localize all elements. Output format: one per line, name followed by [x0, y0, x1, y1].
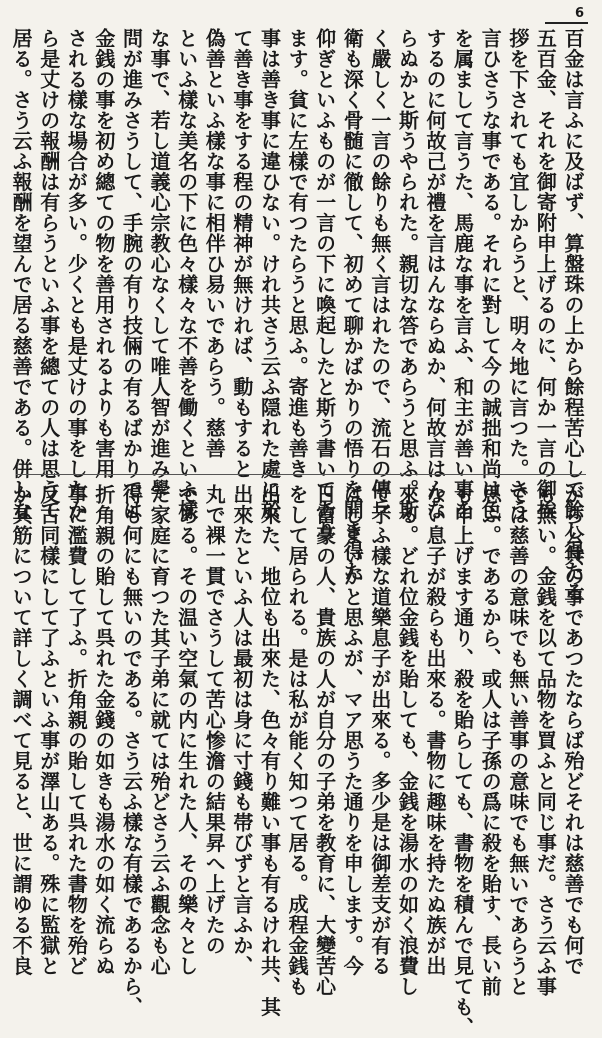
text-column: 偽善といふ樣な事に相伴ひ易いであらう。慈善	[202, 28, 227, 459]
text-column: はしまいかと思ふが、マア思うた通りを申します。今	[340, 484, 365, 976]
text-column: 金銭の事を初め總ての物を善用されるよりも害用	[91, 28, 116, 479]
text-column: た家庭に育つた其子弟に就ては殆どさう云ふ觀念も心	[147, 484, 172, 976]
lower-text-block	[9, 484, 586, 1038]
text-column: 五百金、それを御寄附申上げるのに、何か一言の御挨	[533, 28, 558, 520]
text-column: 居る。さう云ふ報酬を望んで居る慈善である。併しな	[9, 28, 34, 520]
text-column: く嚴しく一言の餘りも無く言はれたので、流石の傳兵	[367, 28, 392, 520]
text-column: を属まして言うた、馬鹿な事を言ふ、和主が善い事を	[450, 28, 475, 520]
text-column: か其筋について詳しく調べて見ると、世に謂ゆる不良	[9, 484, 34, 976]
text-column: をして居られる。是は私が能く知つて居る。成程金銭も	[285, 484, 310, 997]
text-column: ない息子が殺らも出來る。書物に趣味を持たぬ族が出	[423, 484, 448, 976]
section-divider	[16, 474, 586, 475]
text-column: 衛も深く骨髄に徹して、初めて聊かばかりの悟りを開き得た	[340, 28, 365, 582]
text-column: て了ふ樣な道樂息子が出來る。多少是は御差支が有る	[367, 484, 392, 976]
text-column: 丸で裸一貫でさうして苦心惨澹の結果昇へ上げたの	[202, 484, 227, 956]
text-column: 百金は言ふに及ばず、算盤珠の上から餘程苦心して餘し得たる	[561, 28, 585, 602]
text-column: 出來たといふ人は最初は身に寸錢も帯びずと言ふか、	[229, 484, 254, 976]
text-column: て善き事をする程の精神が無ければ、動もすると	[229, 28, 254, 479]
text-column: 言ひさうな事である。それに對して今の誠拙和尚は色	[478, 28, 503, 520]
page-number: 6	[545, 6, 588, 24]
text-column: である。その温い空氣の内に生れた人、その樂々とし	[174, 484, 199, 976]
text-column: がら公共の事であつたならば殆どそれは慈善でも何で	[561, 484, 585, 976]
text-column: らぬかと斯うやられた。親切な答であらうと思ふ。斯	[395, 28, 420, 520]
text-column: な事で、若し道義心宗教心なくして唯人智が進み學	[147, 28, 172, 500]
text-column: では慈善の意味でも無い善事の意味でも無いであらうと	[505, 484, 530, 997]
text-column: 折角親の貽して呉れた金錢の如きも湯水の如く流らぬ	[91, 484, 116, 976]
text-column: される樣な場合が多い。少くとも是丈けの事をしたか	[64, 28, 89, 520]
text-column: するのに何故己が禮を言はんならぬか、何故言はんな	[423, 28, 448, 520]
text-column: 來る。どれ位金銭を貽しても、金銭を湯水の如く浪費し	[395, 484, 420, 997]
text-column: 反古同樣にして了ふといふ事が澤山ある。殊に監獄と	[36, 484, 61, 976]
text-column: 日富豪の人、貴族の人が自分の子弟を教育に、大變苦心	[312, 484, 337, 997]
text-column: 出來た、地位も出來た、色々有り難い事も有るけれ共、其	[257, 484, 282, 1017]
text-column: 仰ぎといふものが一言の下に喚起したと斯う書いてあり	[312, 28, 337, 541]
text-column: 得も何にも無いのである。さう云ふ樣な有樣であるから、	[119, 484, 144, 1017]
upper-text-block	[9, 28, 586, 602]
text-column: 問が進みさうして、手腕の有り技倆の有るばかりでは	[119, 28, 144, 520]
text-column: ます。貧に左樣で有つたらうと思ふ。寄進も善き	[285, 28, 310, 479]
text-column: といふ樣な美名の下に色々樣々な不善を働くといふ樣	[174, 28, 199, 520]
text-column: 事は善き事に違ひない。けれ共さう云ふ隠れた處に於	[257, 28, 282, 520]
text-column: 拶を下されても宜しからうと、明々地に言つた。さう	[505, 28, 530, 520]
text-column: も申上げます通り、殺を貽らしても、書物を積んで見ても、	[450, 484, 475, 1038]
text-column: 事に濫費して了ふ。折角親の貽して呉れた書物を殆ど	[64, 484, 89, 976]
text-column: ら是丈けの報酬は有らうといふ事を總ての人は思うて	[36, 28, 61, 520]
text-column: も無い。金銭を以て品物を買ふと同じ事だ。さう云ふ事	[533, 484, 558, 997]
text-column: 思ふ。であるから、或人は子孫の爲に殺を貽す、長い前	[478, 484, 503, 997]
